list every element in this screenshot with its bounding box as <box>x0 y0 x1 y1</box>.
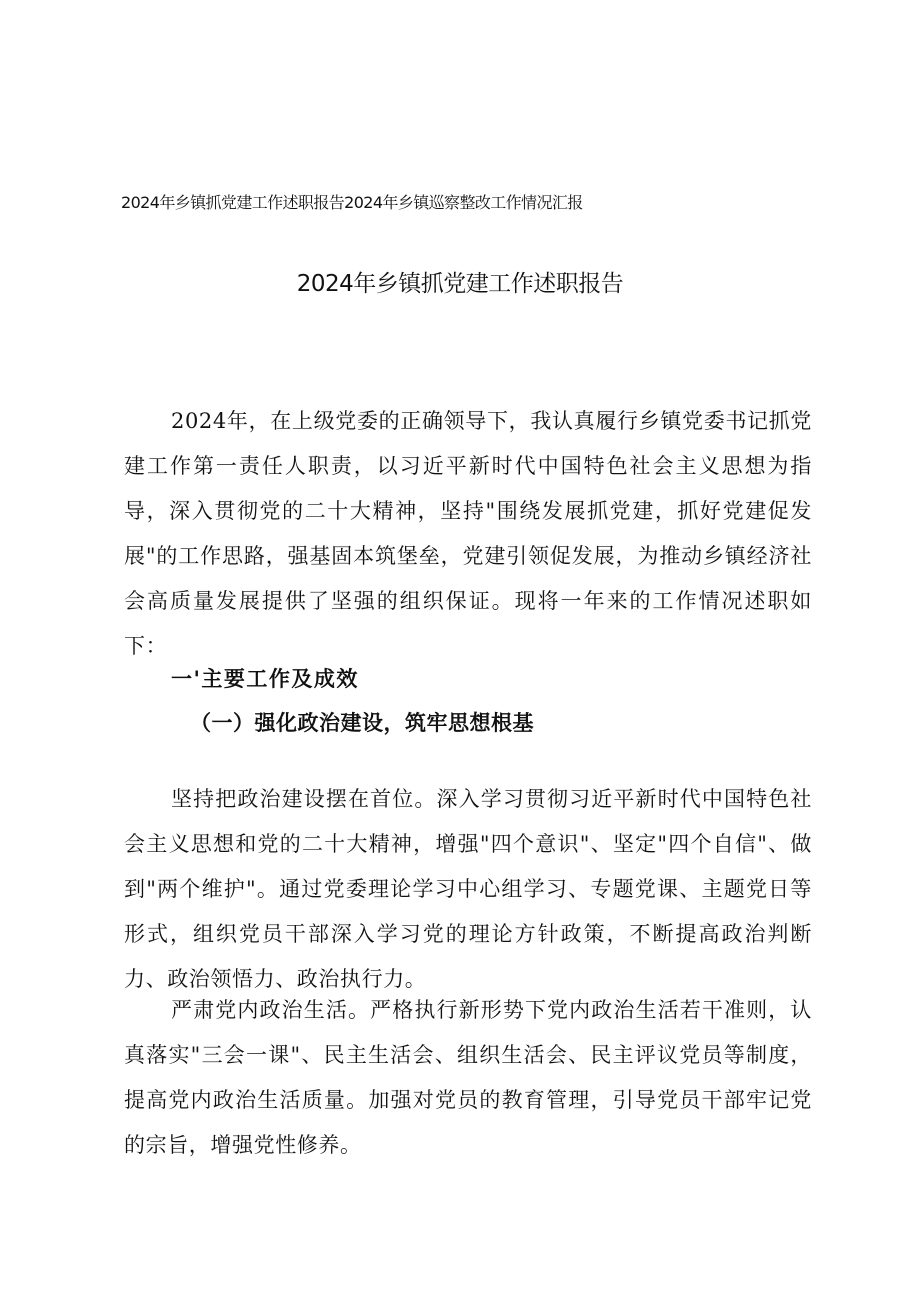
subsection-heading: （一）强化政治建设，筑牢思想根基 <box>190 711 534 735</box>
document-header-line: 2024年乡镇抓党建工作述职报告2024年乡镇巡察整改工作情况汇报 <box>121 193 583 212</box>
intro-paragraph: 2024年，在上级党委的正确领导下，我认真履行乡镇党委书记抓党建工作第一责任人职责，以习近平新时代中国特色社会主义思想为指导，深入贯彻党的二十大精神，坚持"围绕发展抓党建，抓好党建促发展"的工作思路，强基固本筑堡垒，党建引领促发展，为推动乡镇经济社会高质量发展提供了坚强的组织保证。现将一年来的工作情况述职如下： <box>124 409 812 658</box>
document-title: 2024年乡镇抓党建工作述职报告 <box>296 271 624 297</box>
party-life-paragraph: 严肃党内政治生活。严格执行新形势下党内政治生活若干准则，认真落实"三会一课"、民主生活会、组织生活会、民主评议党员等制度，提高党内政治生活质量。加强对党员的教育管理，引导党员干部牢记党的宗旨，增强党性修养。 <box>124 998 812 1157</box>
section-heading: 一'主要工作及成效 <box>171 667 359 691</box>
political-building-paragraph: 坚持把政治建设摆在首位。深入学习贯彻习近平新时代中国特色社会主义思想和党的二十大精神，增强"四个意识"、坚定"四个自信"、做到"两个维护"。通过党委理论学习中心组学习、专题党课、主题党日等形式，组织党员干部深入学习党的理论方针政策，不断提高政治判断力、政治领悟力、政治执行力。 <box>124 787 812 991</box>
